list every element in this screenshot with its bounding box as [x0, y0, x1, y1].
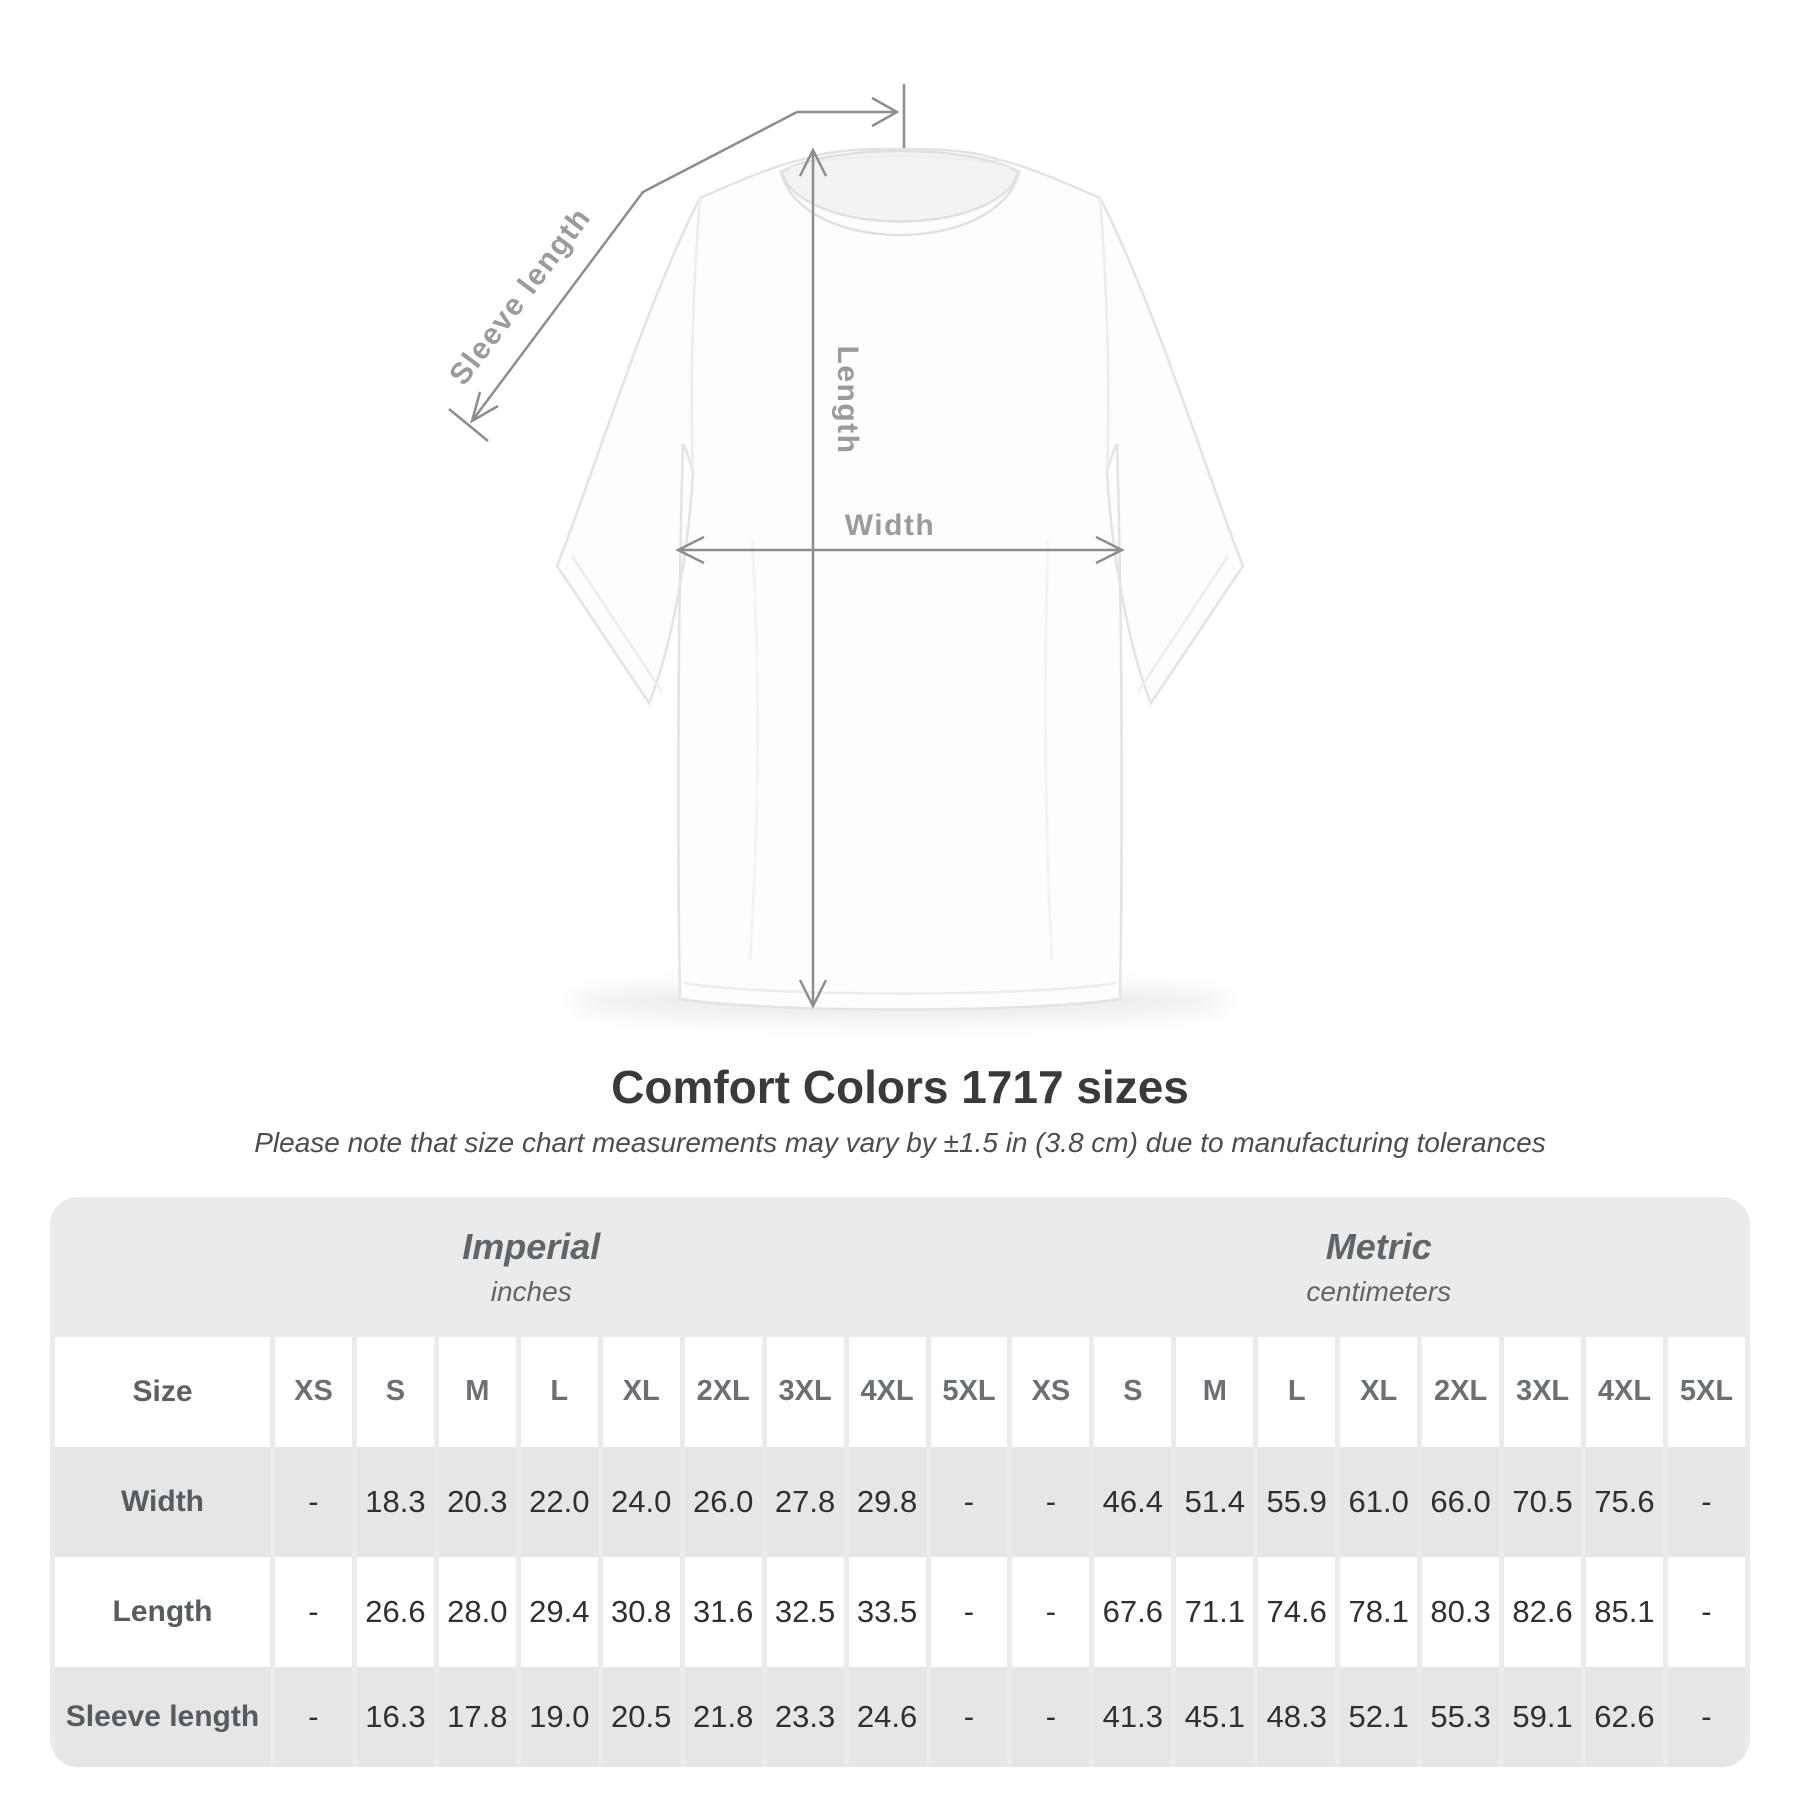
metric-group-unit: centimeters	[1306, 1275, 1452, 1307]
size-column-header: Size	[55, 1337, 270, 1447]
length-metric-s: 67.6	[1094, 1557, 1171, 1667]
metric-size-l: L	[1258, 1337, 1335, 1447]
length-metric-5xl: -	[1668, 1557, 1745, 1667]
sleeve-imperial-s: 16.3	[357, 1667, 434, 1767]
sleeve-metric-m: 45.1	[1176, 1667, 1253, 1767]
width-metric-2xl: 66.0	[1422, 1447, 1499, 1557]
metric-size-5xl: 5XL	[1668, 1337, 1745, 1447]
metric-size-4xl: 4XL	[1586, 1337, 1663, 1447]
imperial-size-4xl: 4XL	[849, 1337, 926, 1447]
imperial-group-header	[55, 1197, 1007, 1337]
metric-size-2xl: 2XL	[1422, 1337, 1499, 1447]
sleeve-imperial-xs: -	[275, 1667, 352, 1767]
sleeve-metric-xl: 52.1	[1340, 1667, 1417, 1767]
length-row-label: Length	[55, 1557, 270, 1667]
sleeve-imperial-xl: 20.5	[603, 1667, 680, 1767]
unit-group-row	[55, 1197, 1745, 1337]
sleeve-metric-l: 48.3	[1258, 1667, 1335, 1767]
size-table	[50, 1197, 1750, 1767]
sleeve-imperial-l: 19.0	[521, 1667, 598, 1767]
width-metric-5xl: -	[1668, 1447, 1745, 1557]
metric-group-header	[1012, 1197, 1745, 1337]
width-imperial-xl: 24.0	[603, 1447, 680, 1557]
sleeve-metric-2xl: 55.3	[1422, 1667, 1499, 1767]
metric-size-m: M	[1176, 1337, 1253, 1447]
length-metric-l: 74.6	[1258, 1557, 1335, 1667]
width-imperial-s: 18.3	[357, 1447, 434, 1557]
length-imperial-s: 26.6	[357, 1557, 434, 1667]
sleeve-imperial-3xl: 23.3	[767, 1667, 844, 1767]
length-imperial-2xl: 31.6	[685, 1557, 762, 1667]
length-metric-3xl: 82.6	[1504, 1557, 1581, 1667]
width-imperial-5xl: -	[931, 1447, 1008, 1557]
width-metric-l: 55.9	[1258, 1447, 1335, 1557]
table-row-sleeve-length	[55, 1667, 1745, 1767]
imperial-size-s: S	[357, 1337, 434, 1447]
width-label: Width	[844, 509, 936, 542]
sleeve-metric-5xl: -	[1668, 1667, 1745, 1767]
width-imperial-2xl: 26.0	[685, 1447, 762, 1557]
table-row-length	[55, 1557, 1745, 1667]
sleeve-imperial-m: 17.8	[439, 1667, 516, 1767]
metric-size-xs: XS	[1012, 1337, 1089, 1447]
width-imperial-xs: -	[275, 1447, 352, 1557]
width-metric-3xl: 70.5	[1504, 1447, 1581, 1557]
metric-size-s: S	[1094, 1337, 1171, 1447]
width-row-label: Width	[55, 1447, 270, 1557]
length-imperial-xs: -	[275, 1557, 352, 1667]
metric-group-title: Metric	[1325, 1225, 1432, 1267]
length-metric-2xl: 80.3	[1422, 1557, 1499, 1667]
width-metric-xs: -	[1012, 1447, 1089, 1557]
tshirt-photo	[557, 149, 1243, 1010]
imperial-size-m: M	[439, 1337, 516, 1447]
length-metric-xl: 78.1	[1340, 1557, 1417, 1667]
length-metric-xs: -	[1012, 1557, 1089, 1667]
imperial-size-5xl: 5XL	[931, 1337, 1008, 1447]
sleeve-metric-s: 41.3	[1094, 1667, 1171, 1767]
width-metric-4xl: 75.6	[1586, 1447, 1663, 1557]
table-row-width	[55, 1447, 1745, 1557]
width-imperial-3xl: 27.8	[767, 1447, 844, 1557]
sleeve-length-label: Sleeve length	[443, 201, 598, 392]
length-imperial-xl: 30.8	[603, 1557, 680, 1667]
length-label: Length	[831, 345, 864, 455]
length-imperial-l: 29.4	[521, 1557, 598, 1667]
imperial-group-title: Imperial	[462, 1225, 601, 1267]
length-imperial-m: 28.0	[439, 1557, 516, 1667]
size-table-container	[50, 1197, 1750, 1767]
length-imperial-5xl: -	[931, 1557, 1008, 1667]
sleeve-row-label: Sleeve length	[55, 1667, 270, 1767]
sleeve-imperial-5xl: -	[931, 1667, 1008, 1767]
size-header-row	[55, 1337, 1745, 1447]
length-imperial-4xl: 33.5	[849, 1557, 926, 1667]
imperial-size-xs: XS	[275, 1337, 352, 1447]
length-metric-4xl: 85.1	[1586, 1557, 1663, 1667]
width-metric-xl: 61.0	[1340, 1447, 1417, 1557]
width-imperial-m: 20.3	[439, 1447, 516, 1557]
imperial-size-l: L	[521, 1337, 598, 1447]
width-metric-s: 46.4	[1094, 1447, 1171, 1557]
imperial-size-2xl: 2XL	[685, 1337, 762, 1447]
sleeve-metric-4xl: 62.6	[1586, 1667, 1663, 1767]
sleeve-metric-xs: -	[1012, 1667, 1089, 1767]
metric-size-xl: XL	[1340, 1337, 1417, 1447]
imperial-group-unit: inches	[490, 1275, 572, 1307]
title-block	[0, 1062, 1800, 1159]
width-imperial-4xl: 29.8	[849, 1447, 926, 1557]
imperial-size-xl: XL	[603, 1337, 680, 1447]
metric-size-3xl: 3XL	[1504, 1337, 1581, 1447]
page-title: Comfort Colors 1717 sizes	[611, 1061, 1189, 1113]
width-imperial-l: 22.0	[521, 1447, 598, 1557]
imperial-size-3xl: 3XL	[767, 1337, 844, 1447]
sleeve-imperial-2xl: 21.8	[685, 1667, 762, 1767]
tolerance-note: Please note that size chart measurements may vary by ±1.5 in (3.8 cm) due to manufacturing tolerances	[254, 1126, 1546, 1158]
length-metric-m: 71.1	[1176, 1557, 1253, 1667]
sleeve-imperial-4xl: 24.6	[849, 1667, 926, 1767]
sleeve-metric-3xl: 59.1	[1504, 1667, 1581, 1767]
length-imperial-3xl: 32.5	[767, 1557, 844, 1667]
tshirt-outline	[557, 149, 1243, 1010]
width-metric-m: 51.4	[1176, 1447, 1253, 1557]
